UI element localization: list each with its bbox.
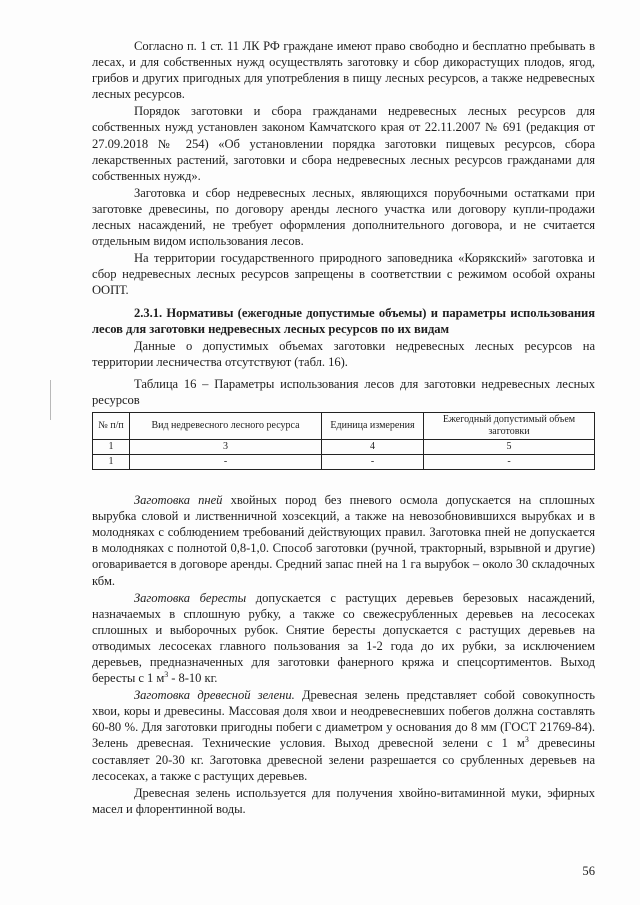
- paragraph-cutting-residues: Заготовка и сбор недревесных лесных, являющихся порубочными остатками при заготовке древесины, по договору аренды лесного участка или договору купли-продажи лесных насаждений, не требует оформления дополнительного договора, и не считается отдельным видом использования лесов.: [92, 185, 595, 249]
- table-cell: 3: [130, 440, 322, 455]
- body-top: [92, 38, 595, 817]
- table-row: [93, 440, 595, 455]
- paragraph-kamchatka-law: Порядок заготовки и сбора гражданами недревесных лесных ресурсов для собственных нужд установлен законом Камчатского края от 22.11.2007 № 691 (редакция от 27.09.2018 № 254) «Об установлении порядка заготовки пищевых ресурсов, сбора лекарственных растений, заготовки и сбора недревесных лесных ресурсов гражданами для собственных нужд».: [92, 104, 595, 183]
- stumps-lead: Заготовка пней: [134, 493, 223, 508]
- paragraph-forest-code: Согласно п. 1 ст. 11 ЛК РФ граждане имеют право свободно и бесплатно пребывать в лесах, и для собственных нужд осуществлять заготовку и сбор дикорастущих плодов, ягод, грибов и других пригодных для употребления в пищу лесных ресурсов, а также недревесных лесных ресурсов.: [92, 39, 595, 102]
- parameters-table: [92, 412, 595, 470]
- table-cell: -: [424, 455, 595, 470]
- bark-lead: Заготовка бересты: [134, 590, 247, 605]
- paragraph-volumes: Данные о допустимых объемах заготовки недревесных лесных ресурсов на территории лесничества отсутствуют (табл. 16).: [92, 338, 595, 369]
- paragraph-koryaksky-reserve: На территории государственного природного заповедника «Корякский» заготовка и сбор недревесных лесных ресурсов запрещены в соответствии с режимом особой охраны ООПТ.: [92, 251, 595, 298]
- greens-lead: Заготовка древесной зелени.: [134, 688, 295, 703]
- bark-text: допускается с растущих деревьев березовых насаждений, назначаемых в сплошную рубку, а также со свежесрубленных деревьев на лесосеках сплошных и выборочных рубок. Снятие бересты допускается с растущих деревьев на отводимых лесосеках главного пользования за 1-2 года до их рубки, за исключением деревьев, предназначенных для заготовки фанерного кряжа и спецсортиментов. Выход бересты с 1 м: [92, 590, 595, 686]
- header-unit: Единица измерения: [322, 413, 424, 440]
- table-row: [93, 455, 595, 470]
- header-annual-volume: Ежегодный допустимый объем заготовки: [424, 413, 595, 440]
- table-cell: -: [322, 455, 424, 470]
- greens-text-end: древесины составляет 20-30 кг. Заготовка древесной зелени разрешается со срубленных деревьев на лесосеках, а также с растущих деревьев.: [92, 736, 596, 783]
- table-cell: -: [130, 455, 322, 470]
- greens-text: Древесная зелень представляет собой совокупность хвои, коры и древесины. Массовая доля хвои и неодревесневших побегов должна составлять 60-80 %. Для заготовки пригодны побеги с диаметром у основания до 8 мм (ГОСТ 21769-84). Зелень древесная. Технические условия. Выход древесной зелени с 1 м: [92, 688, 596, 751]
- table-cell: 4: [322, 440, 424, 455]
- bark-tail: - 8-10 кг.: [168, 671, 218, 686]
- greens-superscript: 3: [524, 735, 529, 745]
- paragraph-greens-use: Древесная зелень используется для получения хвойно-витаминной муки, эфирных масел и флорентинной воды.: [92, 785, 595, 816]
- bark-superscript: 3: [164, 669, 169, 679]
- table-cell: 1: [93, 440, 130, 455]
- page-number: 56: [582, 864, 595, 878]
- section-heading: 2.3.1. Нормативы (ежегодные допустимые объемы) и параметры использования лесов для заготовки недревесных лесных ресурсов по их видам: [92, 305, 595, 336]
- table-caption: Таблица 16 – Параметры использования лесов для заготовки недревесных лесных ресурсов: [92, 376, 595, 407]
- table-cell: 5: [424, 440, 595, 455]
- table-header-row: [93, 413, 595, 440]
- paragraph-stumps: [92, 492, 595, 589]
- header-resource-type: Вид недревесного лесного ресурса: [130, 413, 322, 440]
- paragraph-tree-greens: [92, 687, 595, 784]
- header-number: № п/п: [93, 413, 130, 440]
- stumps-text: хвойных пород без пневого осмола допускается на сплошных вырубка словой и лиственничной хозсекций, а также на невозобновившихся вырубках и в молодняках с соблюдением требований действующих правил. Заготовка пней не допускается в молодняках с полнотой 0,8-1,0. Способ заготовки (ручной, тракторный, взрывной и другие) оговаривается в договоре аренды. Средний запас пней на 1 га вырубок – около 30 складочных кбм.: [92, 493, 595, 588]
- table-cell: 1: [93, 455, 130, 470]
- paragraph-birch-bark: [92, 590, 595, 687]
- scan-mark: [50, 380, 51, 420]
